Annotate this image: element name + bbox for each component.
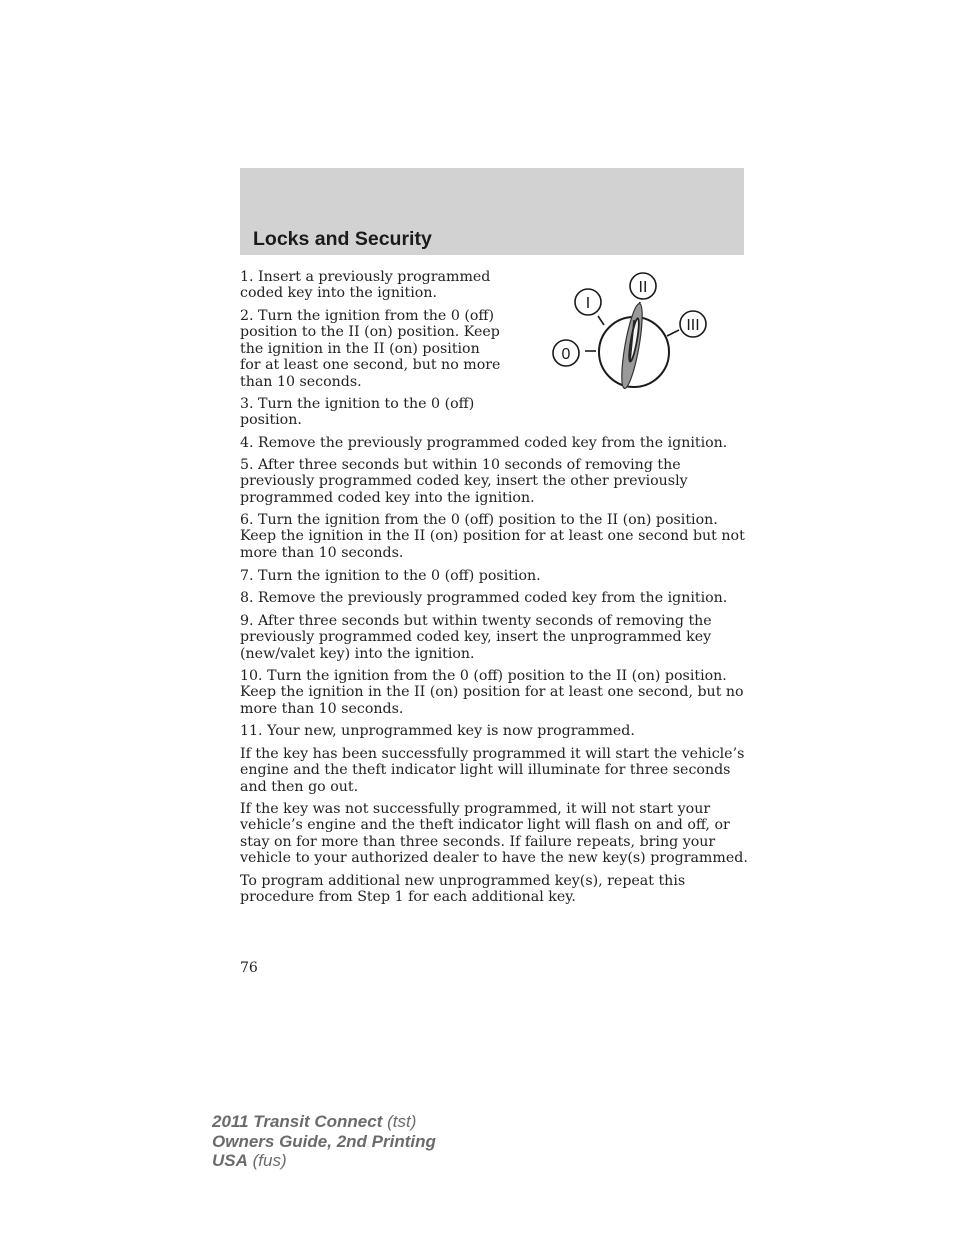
step-3: 3. Turn the ignition to the 0 (off) position. [240,396,475,429]
position-ii-label: II [638,279,648,296]
section-title: Locks and Security [253,228,432,250]
position-i-label: I [585,295,591,312]
section-header-band [240,168,744,255]
step-7: 7. Turn the ignition to the 0 (off) position. [240,568,541,584]
step-6: 6. Turn the ignition from the 0 (off) position to the II (on) position. Keep the ignition in the II (on) position for at least one second but not more than 10 seconds. [240,512,745,561]
paragraph-failure: If the key was not successfully programmed, it will not start your vehicle’s engine and the theft indicator light will flash on and off, or stay on for more than three seconds. If failure repeats, bring your vehicle to your authorized dealer to have the new key(s) programmed. [240,801,748,867]
paragraph-success: If the key has been successfully programmed it will start the vehicle’s engine and the theft indicator light will illuminate for three seconds and then go out. [240,746,745,795]
footer-market-code: (fus) [252,1151,287,1170]
position-iii-label: III [686,317,700,334]
footer-model-code: (tst) [387,1112,417,1131]
step-1: 1. Insert a previously programmed coded key into the ignition. [240,269,491,302]
step-9: 9. After three seconds but within twenty seconds of removing the previously programmed coded key, insert the unprogrammed key (new/valet key) into the ignition. [240,613,712,662]
footer-line-1 [212,1112,436,1132]
footer-market: USA [212,1151,248,1170]
position-0-label: 0 [561,346,571,363]
position-i-tick [598,316,604,325]
ignition-diagram [548,270,712,394]
footer-imprint [212,1112,436,1171]
page-number: 76 [240,960,258,976]
footer-model: 2011 Transit Connect [212,1112,383,1131]
paragraph-additional-keys: To program additional new unprogrammed key(s), repeat this procedure from Step 1 for each additional key. [240,873,686,906]
step-8: 8. Remove the previously programmed coded key from the ignition. [240,590,728,606]
footer-line-2: Owners Guide, 2nd Printing [212,1131,436,1151]
position-iii-tick [667,330,679,336]
step-10: 10. Turn the ignition from the 0 (off) position to the II (on) position. Keep the ignition in the II (on) position for at least one second, but no more than 10 seconds. [240,668,744,717]
step-11: 11. Your new, unprogrammed key is now programmed. [240,723,635,739]
step-2: 2. Turn the ignition from the 0 (off) position to the II (on) position. Keep the ignition in the II (on) position for at least one second, but no more than 10 seconds. [240,308,501,390]
step-5: 5. After three seconds but within 10 seconds of removing the previously programmed coded key, insert the other previously programmed coded key into the ignition. [240,457,688,506]
footer-line-3 [212,1151,436,1171]
step-4: 4. Remove the previously programmed coded key from the ignition. [240,435,728,451]
